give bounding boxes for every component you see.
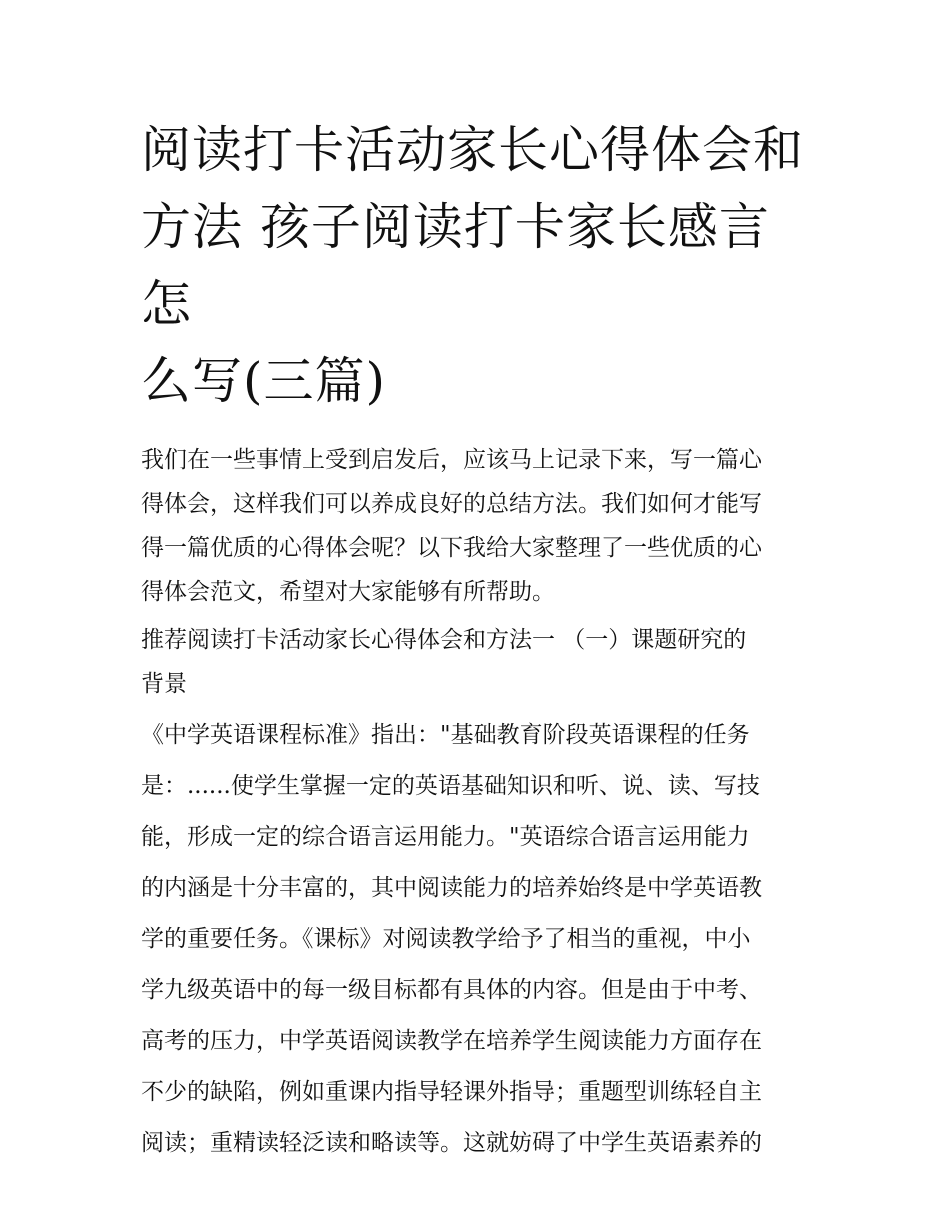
document-title: 阅读打卡活动家长心得体会和 方法 孩子阅读打卡家长感言怎 么写(三篇) [141,121,804,410]
intro-paragraph: 我们在一些事情上受到启发后，应该马上记录下来，写一篇心 得体会，这样我们可以养成良好的总结方法。我们如何才能写 得一篇优质的心得体会呢？以下我给大家整理了一些优质的心 得体会范文，希望对大家能够有所帮助。 [141,447,762,605]
document-content [141,112,813,1169]
section-heading: 推荐阅读打卡活动家长心得体会和方法一 （一）课题研究的 背景 [141,627,747,697]
body-paragraph: 《中学英语课程标准》指出："基础教育阶段英语课程的任务 是：......使学生掌握一定的英语基础知识和听、说、读、写技 能，形成一定的综合语言运用能力。"英语综合语言运用能力 的内涵是十分丰富的，其中阅读能力的培养始终是中学英语教 学的重要任务。《课标》对阅读教学给予了相当的重视，中小 学九级英语中的每一级目标都有具体的内容。但是由于中考、 高考的压力，中学英语阅读教学在培养学生阅读能力方面存在 不少的缺陷，例如重课内指导轻课外指导；重题型训练轻自主 阅读；重精读轻泛读和略读等。这就妨碍了中学生英语素养的 [141,722,762,1156]
